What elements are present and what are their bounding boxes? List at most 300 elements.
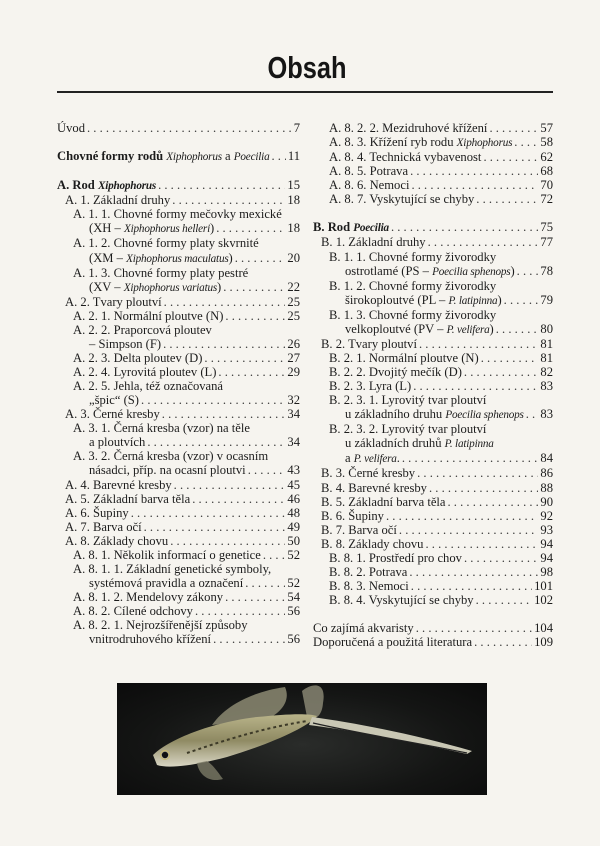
dot-leader [399, 523, 539, 537]
toc-entry-continuation [313, 322, 553, 337]
page-number: 7 [293, 121, 300, 135]
page-number: 83 [540, 407, 553, 422]
title-segment: ) [228, 250, 233, 265]
toc-entry[interactable] [313, 495, 553, 509]
fish-illustration [117, 683, 487, 795]
toc-entry-line [313, 593, 553, 607]
toc-entry-continuation [313, 407, 553, 422]
toc-entry-line [57, 295, 300, 309]
toc-left-column [57, 121, 300, 646]
title-segment: Xiphophorus maculatus [126, 252, 229, 265]
toc-entry[interactable] [313, 150, 553, 164]
title-segment: A. 8. 7. Vyskytující se chyby [329, 192, 475, 207]
toc-entry-line [313, 565, 553, 579]
toc-entry[interactable] [57, 618, 300, 646]
toc-entry-line [57, 379, 300, 393]
toc-entry-title [73, 365, 216, 379]
toc-entry[interactable] [57, 379, 300, 407]
title-segment: A. 3. 1. Černá kresba (vzor) na těle [73, 421, 250, 436]
toc-entry[interactable] [313, 481, 553, 495]
title-segment: a [345, 451, 354, 466]
title-segment: A. 1. 1. Chovné formy mečovky mexické [73, 207, 282, 222]
title-segment: B. 4. Barevné kresby [321, 480, 427, 495]
page-number: 29 [287, 365, 300, 380]
toc-entry-title [329, 308, 496, 322]
toc-entry[interactable] [313, 565, 553, 579]
toc-entry-line [313, 466, 553, 480]
toc-entry[interactable] [57, 492, 300, 506]
page-number: 80 [540, 321, 553, 336]
toc-entry[interactable] [313, 593, 553, 607]
page-number: 15 [287, 178, 300, 193]
page-number: 72 [540, 192, 553, 207]
toc-entry-title [321, 509, 384, 523]
toc-entry[interactable] [57, 604, 300, 618]
title-segment: P. velifera [446, 323, 490, 336]
title-segment: . [396, 451, 400, 466]
title-segment: ) [510, 263, 515, 278]
page-number: 82 [540, 365, 553, 380]
toc-entry-line [57, 506, 300, 520]
title-segment: P. velifera [353, 453, 397, 466]
page-number: 45 [287, 477, 300, 492]
dot-leader [162, 407, 286, 421]
page-number: 70 [540, 178, 553, 193]
title-segment: B. 8. 4. Vyskytující se chyby [329, 593, 474, 608]
dot-leader [476, 593, 533, 607]
dot-leader [195, 604, 285, 618]
toc-entry-title [73, 323, 212, 337]
toc-entry-continuation [57, 221, 300, 236]
toc-entry-title [65, 478, 172, 492]
toc-entry[interactable] [313, 379, 553, 393]
title-segment: B. 1. 1. Chovné formy živorodky [329, 249, 497, 264]
toc-entry[interactable] [57, 121, 300, 135]
dot-leader [419, 337, 538, 351]
dot-leader [410, 164, 538, 178]
title-segment: A. 2. 4. Lyrovitá ploutev (L) [73, 365, 217, 380]
toc-entry-title [73, 562, 271, 576]
page-number: 90 [540, 494, 553, 509]
title-segment: ) [210, 221, 215, 236]
title-segment: A. 8. 2. 2. Mezidruhové křížení [329, 121, 488, 135]
page-number: 22 [287, 279, 300, 294]
title-segment: A. 5. Základní barva těla [65, 491, 191, 506]
title-segment: Xiphophorus [97, 180, 157, 193]
dot-leader [263, 548, 286, 562]
title-segment: B. 1. 2. Chovné formy živorodky [329, 278, 497, 293]
toc-entry[interactable] [313, 192, 553, 206]
toc-entry-line [57, 193, 300, 207]
dot-leader [170, 534, 285, 548]
toc-entry[interactable] [313, 164, 553, 178]
title-segment: A. 8. 6. Nemoci [329, 178, 410, 193]
title-segment: širokoploutvé (PL – [345, 292, 449, 307]
title-segment: A. 3. 2. Černá kresba (vzor) v ocasním [73, 449, 269, 464]
page-number: 49 [287, 519, 300, 534]
toc-entry-line [313, 537, 553, 551]
toc-entry-continuation [57, 435, 300, 449]
page-number: 81 [540, 350, 553, 365]
toc-entry-title [345, 293, 502, 308]
toc-entry-line [57, 604, 300, 618]
toc-entry-continuation [57, 576, 300, 590]
title-segment: B. 2. 2. Dvojitý mečík (D) [329, 365, 462, 380]
toc-entry-title [73, 309, 223, 323]
page-number: 56 [287, 604, 300, 619]
page-number: 54 [287, 590, 300, 605]
page-number: 77 [540, 235, 553, 250]
title-segment: u základního druhu [345, 407, 446, 422]
toc-entry[interactable] [57, 548, 300, 562]
toc-entry[interactable] [57, 520, 300, 534]
dot-leader [464, 551, 538, 565]
dot-leader [164, 295, 286, 309]
toc-entry[interactable] [57, 236, 300, 265]
title-segment: A. 6. Šupiny [65, 505, 129, 520]
dot-leader [413, 379, 538, 393]
title-segment: B. 2. 3. 2. Lyrovitý tvar ploutví [329, 422, 487, 437]
toc-entry[interactable] [57, 506, 300, 520]
page-number: 43 [287, 463, 300, 478]
section-spacer [313, 607, 553, 621]
title-segment: Úvod [57, 121, 85, 135]
toc-entry-continuation [57, 632, 300, 646]
toc-entry-continuation [313, 451, 553, 466]
title-segment: A. Rod [57, 178, 98, 193]
toc-entry-title [345, 322, 494, 337]
title-segment: Co zajímá akvaristy [313, 621, 414, 636]
toc-entry-title [73, 449, 268, 463]
toc-entry-title [321, 495, 446, 509]
toc-entry[interactable] [57, 323, 300, 351]
toc-entry-line [313, 422, 553, 436]
page-number: 101 [534, 578, 553, 593]
toc-entry-title [89, 221, 214, 236]
toc-entry-line [57, 421, 300, 435]
title-segment: B. 7. Barva očí [321, 522, 397, 537]
toc-entry[interactable] [57, 266, 300, 295]
toc-entry-title [321, 337, 417, 351]
toc-entry-title [313, 635, 472, 649]
page-number: 46 [287, 491, 300, 506]
page-number: 50 [287, 533, 300, 548]
toc-entry-title [73, 618, 248, 632]
toc-entry[interactable] [313, 621, 553, 635]
toc-entry-line [313, 121, 553, 135]
page-number: 94 [540, 536, 553, 551]
toc-entry-line [313, 135, 553, 150]
title-segment: Poecilia [233, 151, 270, 164]
toc-entry-line [313, 192, 553, 206]
toc-entry[interactable] [57, 207, 300, 236]
title-segment: A. 3. Černé kresby [65, 407, 160, 422]
toc-entry-title [329, 565, 407, 579]
toc-entry[interactable] [313, 466, 553, 480]
title-segment: (XV – [89, 279, 124, 294]
title-segment: B. 8. 1. Prostředí pro chov [329, 550, 462, 565]
dot-leader [235, 251, 286, 265]
page-title: Obsah [267, 50, 347, 85]
page-number: 86 [540, 466, 553, 481]
toc-entry[interactable] [313, 579, 553, 593]
dot-leader [411, 579, 532, 593]
title-segment: A. 2. 2. Praporcová ploutev [73, 322, 212, 337]
toc-entry[interactable] [57, 351, 300, 365]
toc-entry[interactable] [313, 365, 553, 379]
toc-entry[interactable] [313, 121, 553, 135]
title-segment: A. 8. 2. 1. Nejrozšířenější způsoby [73, 618, 248, 633]
toc-entry-title [329, 279, 496, 293]
toc-entry-continuation [313, 436, 553, 451]
toc-entry-line [57, 121, 300, 135]
toc-entry[interactable] [313, 551, 553, 565]
toc-entry[interactable] [313, 393, 553, 422]
toc-entry-title [89, 251, 233, 266]
page-number: 62 [540, 150, 553, 165]
toc-entry-title [329, 250, 496, 264]
toc-entry-continuation [313, 264, 553, 279]
page-number: 93 [540, 522, 553, 537]
page-number: 92 [540, 508, 553, 523]
toc-entry-continuation [313, 293, 553, 308]
toc-entry-title [321, 481, 427, 495]
title-segment: A. 8. 5. Potrava [329, 164, 409, 179]
dot-leader [526, 407, 539, 421]
toc-entry-line [57, 562, 300, 576]
page-number: 56 [287, 632, 300, 647]
toc-entry-line [57, 449, 300, 463]
toc-entry-line [57, 178, 300, 193]
toc-entry-line [313, 495, 553, 509]
dot-leader [517, 264, 539, 278]
toc-entry[interactable] [313, 220, 553, 235]
toc-entry[interactable] [57, 562, 300, 590]
toc-entry-title [329, 164, 408, 178]
title-segment: B. 8. 2. Potrava [329, 564, 408, 579]
title-segment: Xiphophorus variatus [123, 281, 218, 294]
page-number: 18 [287, 221, 300, 236]
page-number: 102 [534, 593, 553, 608]
toc-entry-line [313, 579, 553, 593]
title-segment: (XM – [89, 250, 127, 265]
toc-entry-title [329, 121, 487, 135]
toc-entry[interactable] [57, 449, 300, 477]
title-segment: B. 2. Tvary ploutví [321, 336, 417, 351]
toc-entry[interactable] [57, 407, 300, 421]
dot-leader [417, 466, 538, 480]
toc-entry-line [57, 520, 300, 534]
title-segment: ) [489, 321, 494, 336]
dot-leader [158, 178, 285, 192]
toc-entry[interactable] [57, 193, 300, 207]
page-number: 79 [540, 292, 553, 307]
title-segment: A. 8. 1. Několik informací o genetice [73, 547, 261, 562]
toc-entry-line [313, 308, 553, 322]
toc-entry-title [313, 220, 389, 235]
title-segment: A. 2. 3. Delta ploutev (D) [73, 350, 203, 365]
dot-leader [245, 576, 285, 590]
page-number: 68 [540, 164, 553, 179]
title-segment: B. Rod [313, 220, 354, 235]
page-number: 11 [287, 149, 300, 164]
title-segment: P. latipinna [444, 438, 494, 451]
page-number: 25 [287, 294, 300, 309]
toc-entry-title [345, 436, 494, 451]
title-segment: A. 4. Barevné kresby [65, 477, 172, 492]
toc-entry[interactable] [313, 308, 553, 337]
toc-entry-title [329, 178, 409, 192]
swordtail-fish-photo [117, 683, 487, 795]
title-segment: P. latipinna [448, 294, 498, 307]
toc-entry-title [329, 135, 512, 150]
toc-entry-title [65, 295, 162, 309]
toc-entry[interactable] [313, 351, 553, 365]
title-segment: B. 2. 3. 1. Lyrovitý tvar ploutví [329, 393, 487, 408]
title-segment: Xiphophorus helleri [123, 223, 210, 236]
title-segment: Xiphophorus [456, 137, 513, 150]
title-segment: A. 8. 3. Křížení ryb rodu [329, 135, 457, 150]
toc-entry-line [313, 365, 553, 379]
dot-leader [218, 365, 285, 379]
page-number: 104 [534, 621, 553, 636]
toc-entry-line [313, 509, 553, 523]
toc-entry-title [73, 421, 250, 435]
toc-entry[interactable] [57, 421, 300, 449]
toc-entry-line [313, 551, 553, 565]
toc-entry-line [57, 365, 300, 379]
title-segment: B. 6. Šupiny [321, 508, 384, 523]
toc-entry[interactable] [57, 534, 300, 548]
dot-leader [409, 565, 538, 579]
toc-entry-line [57, 351, 300, 365]
title-segment: B. 5. Základní barva těla [321, 494, 446, 509]
toc-entry-line [313, 164, 553, 178]
page-number: 58 [540, 135, 553, 150]
toc-entry[interactable] [313, 523, 553, 537]
toc-entry-title [89, 337, 161, 351]
title-segment: A. 8. 2. Cílené odchovy [73, 604, 193, 619]
section-spacer [313, 206, 553, 220]
toc-entry-line [313, 250, 553, 264]
page-number: 84 [540, 451, 553, 466]
toc-entry[interactable] [313, 235, 553, 249]
dot-leader [225, 590, 285, 604]
title-segment: A. 1. 3. Chovné formy platy pestré [73, 265, 249, 280]
toc-entry-title [73, 207, 282, 221]
title-segment: B. 8. Základy chovu [321, 536, 424, 551]
toc-entry[interactable] [57, 149, 300, 164]
title-segment: Doporučená a použitá literatura [313, 635, 473, 650]
page-number: 27 [287, 350, 300, 365]
toc-entry-title [89, 393, 139, 407]
title-rule [57, 91, 553, 93]
toc-entry-title [329, 365, 462, 379]
title-segment: B. 8. 3. Nemoci [329, 578, 409, 593]
toc-entry[interactable] [57, 178, 300, 193]
toc-entry[interactable] [57, 309, 300, 323]
page-number: 81 [540, 336, 553, 351]
toc-entry-line [313, 337, 553, 351]
title-segment: u základních druhů [345, 436, 445, 451]
toc-entry[interactable] [313, 537, 553, 551]
dot-leader [448, 495, 539, 509]
page-number: 18 [287, 193, 300, 208]
toc-entry-line [313, 150, 553, 164]
dot-leader [144, 520, 286, 534]
dot-leader [223, 280, 285, 294]
toc-entry-continuation [57, 280, 300, 295]
toc-entry[interactable] [313, 635, 553, 649]
toc-entry[interactable] [313, 509, 553, 523]
title-segment: B. 1. 3. Chovné formy živorodky [329, 307, 497, 322]
toc-entry[interactable] [57, 295, 300, 309]
toc-entry-title [73, 266, 248, 280]
page-number: 98 [540, 564, 553, 579]
page-number: 26 [287, 336, 300, 351]
toc-entry[interactable] [313, 279, 553, 308]
toc-entry-line [313, 220, 553, 235]
toc-entry[interactable] [313, 337, 553, 351]
dot-leader [213, 632, 285, 646]
dot-leader [87, 121, 292, 135]
toc-entry-title [65, 520, 142, 534]
toc-entry[interactable] [313, 135, 553, 150]
title-segment: A. 8. 1. 2. Mendelovy zákony [73, 590, 224, 605]
toc-entry[interactable] [313, 422, 553, 466]
toc-entry-title [89, 463, 246, 477]
toc-entry-title [73, 590, 223, 604]
title-segment: A. 2. 1. Normální ploutve (N) [73, 308, 224, 323]
toc-entry[interactable] [57, 590, 300, 604]
page-number: 75 [540, 220, 553, 235]
toc-entry-title [57, 121, 85, 135]
title-segment: A. 8. Základy chovu [65, 533, 169, 548]
title-segment: Poecilia [353, 222, 389, 235]
toc-entry-title [73, 604, 193, 618]
dot-leader [429, 481, 538, 495]
toc-entry-line [57, 478, 300, 492]
page-number: 83 [540, 379, 553, 394]
toc-entry-title [57, 149, 269, 164]
title-segment: Xiphophorus [166, 151, 222, 164]
page-number: 32 [287, 393, 300, 408]
page-number: 34 [287, 407, 300, 422]
toc-entry-line [57, 492, 300, 506]
toc-entry-title [321, 235, 426, 249]
toc-entry-line [313, 379, 553, 393]
toc-entry-line [57, 309, 300, 323]
title-segment: „špic“ (S) [89, 393, 140, 408]
toc-entry-line [313, 523, 553, 537]
toc-entry-title [345, 264, 515, 279]
toc-entry-line [313, 178, 553, 192]
toc-entry[interactable] [57, 478, 300, 492]
toc-entry[interactable] [313, 250, 553, 279]
toc-entry-line [57, 207, 300, 221]
dot-leader [474, 635, 532, 649]
toc-entry-title [321, 466, 415, 480]
toc-entry-title [329, 593, 474, 607]
toc-entry[interactable] [57, 365, 300, 379]
dot-leader [504, 293, 539, 307]
dot-leader [489, 121, 538, 135]
dot-leader [411, 178, 538, 192]
toc-right-column [313, 121, 553, 649]
toc-entry-title [65, 534, 168, 548]
title-segment: ostrotlamé (PS – [345, 263, 433, 278]
toc-entry[interactable] [313, 178, 553, 192]
